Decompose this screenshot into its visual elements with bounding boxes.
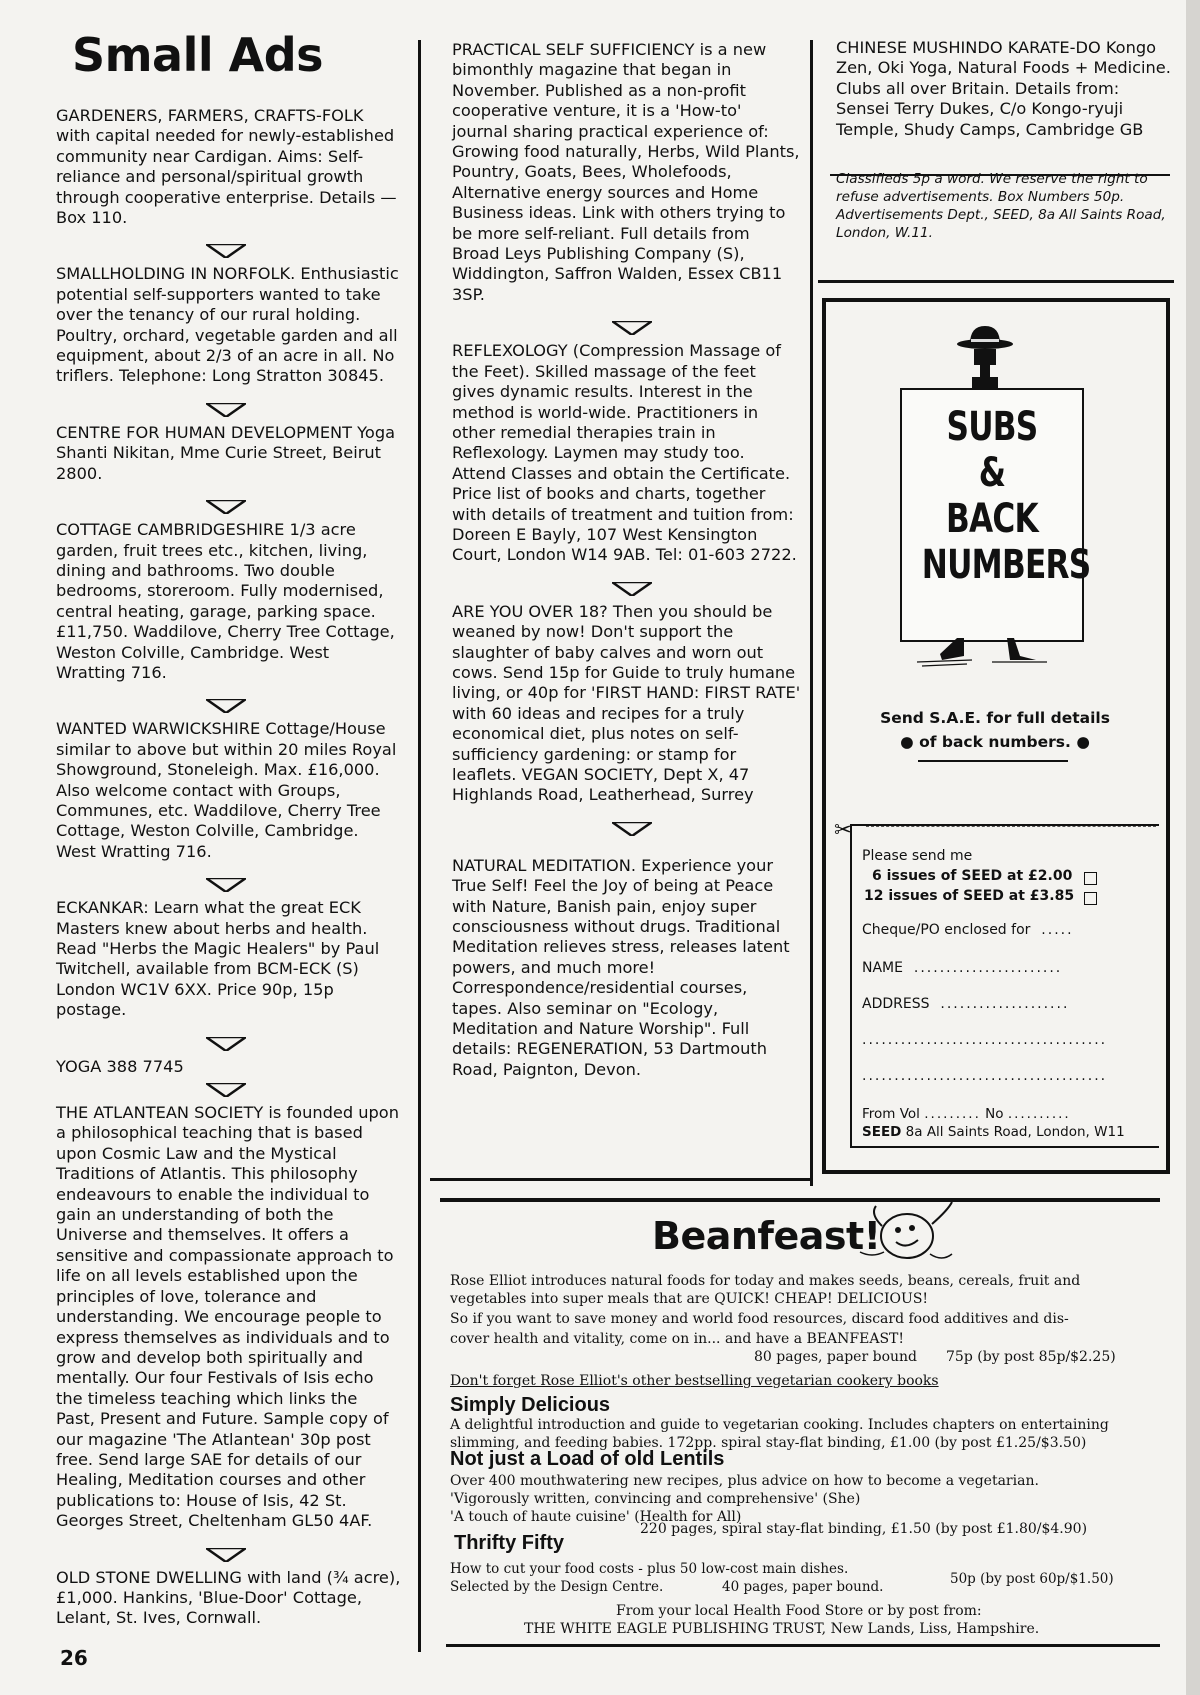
book-thrifty-pages: 40 pages, paper bound.: [722, 1579, 884, 1595]
book-thrifty-line-1: How to cut your food costs - plus 50 low-cost main dishes.: [450, 1561, 849, 1577]
subs-sign: [900, 388, 1091, 642]
book-lentils-line-3: 'A touch of haute cuisine' (Health for All): [450, 1509, 742, 1525]
ad-gardeners: GARDENERS, FARMERS, CRAFTS-FOLK with capital needed for newly-established community near Cardigan. Aims: Self-reliance and personal/spiritual growth through cooperative enterprise. Details — Box 110.: [56, 106, 397, 228]
sae-line-1: Send S.A.E. for full details: [880, 709, 1110, 727]
checkbox-6-issues[interactable]: [1084, 872, 1097, 885]
ad-atlantean-society: THE ATLANTEAN SOCIETY is founded upon a philosophical teaching that is based upon Cosmic Law and the Mystical Traditions of Atlantis. This philosophy endeavours to enable the individual to gain an understanding of both the Universe and themselves. It offers a sensitive and compassionate approach to life on all levels established upon the principles of love, tolerance and understanding. We encourage people to express themselves as individuals and to grow and develop both spiritually and mentally. Our four Festivals of Isis echo the timeless teaching which links the Past, Present and Future. Sample copy of our magazine 'The Atlantean' 30p post free. Send large SAE for details of our Healing, Meditation courses and other publications to: House of Isis, 42 St. Georges Street, Cheltenham GL50 4AF.: [56, 1103, 399, 1531]
form-address-line-2[interactable]: ......................................: [862, 1032, 1108, 1048]
sign-line-back: BACK: [946, 496, 1038, 542]
form-option-12-issues-label: 12 issues of SEED at £3.85: [864, 888, 1075, 904]
book-simply-delicious-line-1: A delightful introduction and guide to vegetarian cooking. Includes chapters on entertaining: [450, 1417, 1109, 1433]
page-edge-shadow: [1186, 0, 1200, 1695]
beanfeast-price: 75p (by post 85p/$2.25): [946, 1349, 1116, 1365]
form-option-6-issues-label: 6 issues of SEED at £2.00: [872, 868, 1073, 884]
bullet-icon: ●: [1076, 733, 1090, 751]
form-name-row: [862, 960, 1062, 976]
ad-natural-meditation: NATURAL MEDITATION. Experience your True Self! Feel the Joy of being at Peace with Nature, Banish pain, enjoy super consciousness without drugs. Traditional Meditation relieves stress, releases latent powers, and much more! Correspondence/residential courses, tapes. Also seminar on "Ecology, Meditation and Nature Worship". Full details: REGENERATION, 53 Dartmouth Road, Paignton, Devon.: [452, 855, 790, 1079]
form-cheque-label: Cheque/PO enclosed for: [862, 922, 1031, 938]
form-cheque-field[interactable]: .....: [1034, 922, 1074, 938]
separator-arrow-icon: [206, 878, 246, 892]
other-books-heading: Don't forget Rose Elliot's other bestselling vegetarian cookery books: [450, 1373, 939, 1389]
separator-arrow-icon: [612, 822, 652, 836]
column-divider-2: [810, 40, 813, 1186]
bullet-icon: ●: [900, 733, 914, 751]
beanfeast-footer-2: THE WHITE EAGLE PUBLISHING TRUST, New Lands, Liss, Hampshire.: [524, 1621, 1040, 1637]
sae-line-2: of back numbers.: [919, 733, 1071, 751]
beanfeast-line-1: Rose Elliot introduces natural foods for today and makes seeds, beans, cereals, fruit and: [450, 1273, 1081, 1289]
book-lentils-line-2: 'Vigorously written, convincing and comprehensive' (She): [450, 1491, 861, 1507]
book-thrifty-fifty-title: Thrifty Fifty: [454, 1532, 564, 1554]
book-simply-delicious-title: Simply Delicious: [450, 1394, 611, 1416]
separator-arrow-icon: [206, 699, 246, 713]
sign-line-numbers: NUMBERS: [921, 542, 1091, 588]
book-lentils-title: Not just a Load of old Lentils: [450, 1448, 725, 1470]
form-name-field[interactable]: .......................: [907, 960, 1063, 976]
book-lentils-line-1: Over 400 mouthwatering new recipes, plus advice on how to become a vegetarian.: [450, 1473, 1039, 1489]
ad-wanted-warwickshire: WANTED WARWICKSHIRE Cottage/House similar to above but within 20 miles Royal Showground, Stoneleigh. Max. £16,000. Also welcome contact with Groups, Communes, etc. Waddilove, Cherry Tree Cottage, Weston Colville, Cambridge. West Wratting 716.: [56, 719, 397, 861]
sae-line-2-wrap: [860, 730, 1130, 754]
form-address-line-3[interactable]: ......................................: [862, 1068, 1108, 1084]
checkbox-12-issues[interactable]: [1084, 892, 1097, 905]
page-number: 26: [60, 1646, 88, 1670]
beanfeast-footer-1: From your local Health Food Store or by post from:: [616, 1603, 982, 1619]
book-simply-delicious-line-2: slimming, and feeding babies. 172pp. spiral stay-flat binding, £1.00 (by post £1.25/$3.50): [450, 1435, 1087, 1451]
rule-bottom-col2: [430, 1178, 810, 1181]
rule-below-sae: [918, 760, 1068, 762]
separator-arrow-icon: [206, 1037, 246, 1051]
ad-karate: CHINESE MUSHINDO KARATE-DO Kongo Zen, Oki Yoga, Natural Foods + Medicine. Clubs all over Britain. Details from: Sensei Terry Dukes, C/o Kongo-ryuji Temple, Shudy Camps, Cambridge GB: [836, 38, 1171, 139]
ad-reflexology: REFLEXOLOGY (Compression Massage of the Feet). Skilled massage of the feet gives dynamic results. Interest in the method is world-wide. Practitioners in other remedial therapies train in Reflexology. Laymen may study too. Attend Classes and obtain the Certificate. Price list of books and charts, together with details of treatment and tuition from: Doreen E Bayly, 107 West Kensington Court, London W14 9AB. Tel: 01-603 2722.: [452, 341, 797, 565]
man-feet-illustration-icon: [912, 636, 1052, 672]
classifieds-note: Classifieds 5p a word. We reserve the right to refuse advertisements. Box Numbers 50p. Advertisements Dept., SEED, 8a All Saints Road, London, W.11.: [836, 171, 1166, 242]
form-vol-field[interactable]: .........: [924, 1106, 981, 1122]
form-seed-bold: SEED: [862, 1124, 902, 1140]
ad-practical-self-sufficiency: PRACTICAL SELF SUFFICIENCY is a new bimonthly magazine that began in November. Published as a non-profit cooperative venture, it is a 'How-to' journal sharing practical experience of: Growing food naturally, Herbs, Wild Plants, Pountry, Goats, Bees, Wholefoods, Alternative energy sources and Home Business ideas. Link with others trying to be more self-reliant. Full details from Broad Leys Publishing Company (S), Widdington, Saffron Walden, Essex CB11 3SP.: [452, 40, 800, 304]
form-address-field[interactable]: ....................: [933, 996, 1070, 1012]
book-thrifty-line-2: Selected by the Design Centre.: [450, 1579, 664, 1595]
form-address-label: ADDRESS: [862, 996, 930, 1012]
form-seed-address: 8a All Saints Road, London, W11: [905, 1124, 1125, 1140]
separator-arrow-icon: [206, 244, 246, 258]
book-thrifty-price: 50p (by post 60p/$1.50): [950, 1571, 1114, 1587]
page-title: Small Ads: [72, 28, 324, 82]
separator-arrow-icon: [206, 1083, 246, 1097]
column-3: [836, 38, 1176, 258]
ad-yoga: YOGA 388 7745: [56, 1056, 184, 1076]
form-vol-row: [862, 1106, 1071, 1122]
form-please-send: Please send me: [862, 848, 973, 864]
form-no-field[interactable]: ..........: [1007, 1106, 1071, 1122]
column-2: [452, 40, 802, 1096]
form-name-label: NAME: [862, 960, 903, 976]
separator-arrow-icon: [206, 1548, 246, 1562]
ad-human-development: CENTRE FOR HUMAN DEVELOPMENT Yoga Shanti Nikitan, Mme Curie Street, Beirut 2800.: [56, 422, 396, 483]
beanfeast-title: Beanfeast!: [652, 1214, 881, 1258]
book-lentils-line-4: 220 pages, spiral stay-flat binding, £1.50 (by post £1.80/$4.90): [640, 1521, 1088, 1537]
ad-cottage-cambridgeshire: COTTAGE CAMBRIDGESHIRE 1/3 acre garden, fruit trees etc., kitchen, living, dining and bathrooms. Two double bedrooms, storeroom. Fully modernised, central heating, garage, parking space. £11,750. Waddilove, Cherry Tree Cottage, Weston Colville, Cambridge. West Wratting 716.: [56, 520, 395, 682]
beanfeast-line-4: cover health and vitality, come on in... and have a BEANFEAST!: [450, 1331, 905, 1347]
rule-below-classifieds: [818, 280, 1174, 283]
beanfeast-line-3: So if you want to save money and world food resources, discard food additives and dis-: [450, 1311, 1069, 1327]
beanfeast-line-2: vegetables into super meals that are QUICK! CHEAP! DELICIOUS!: [450, 1291, 929, 1307]
form-no-label: No: [985, 1106, 1004, 1122]
form-cheque-row: [862, 922, 1074, 938]
sign-line-ampersand: &: [978, 450, 1006, 496]
separator-arrow-icon: [206, 403, 246, 417]
form-seed-address-row: [862, 1124, 1125, 1140]
scissors-icon: ✂: [834, 818, 853, 843]
ad-old-stone-dwelling: OLD STONE DWELLING with land (¾ acre), £1,000. Hankins, 'Blue-Door' Cottage, Lelant, St. Ives, Cornwall.: [56, 1567, 401, 1628]
beanfeast-pages: 80 pages, paper bound: [754, 1349, 917, 1365]
ad-vegan-society: ARE YOU OVER 18? Then you should be weaned by now! Don't support the slaughter of baby calves and worn out cows. Send 15p for Guide to truly humane living, or 40p for 'FIRST HAND: FIRST RATE' with 60 ideas and recipes for a truly economical diet, plus notes on self-sufficiency gardening: or stamp for leaflets. VEGAN SOCIETY, Dept X, 47 Highlands Road, Leatherhead, Surrey: [452, 601, 801, 805]
column-divider-1: [418, 40, 421, 1652]
sign-line-subs: SUBS: [946, 404, 1038, 450]
rule-top-beanfeast: [440, 1198, 1160, 1202]
form-address-row: [862, 996, 1069, 1012]
separator-arrow-icon: [612, 582, 652, 596]
form-from-vol-label: From Vol: [862, 1106, 920, 1122]
subscription-form: [850, 824, 1159, 1148]
bean-character-illustration-icon: [852, 1200, 962, 1270]
sae-notice: [860, 706, 1130, 754]
ad-eckankar: ECKANKAR: Learn what the great ECK Masters knew about herbs and health. Read "Herbs the Magic Healers" by Paul Twitchell, available from BCM-ECK (S) London WC1V 6XX. Price 90p, 15p postage.: [56, 898, 380, 1020]
man-hat-illustration-icon: [950, 322, 1020, 394]
separator-arrow-icon: [612, 321, 652, 335]
rule-bottom-beanfeast: [446, 1644, 1160, 1647]
separator-arrow-icon: [206, 500, 246, 514]
column-1: [56, 30, 401, 1645]
ad-smallholding: SMALLHOLDING IN NORFOLK. Enthusiastic potential self-supporters wanted to take over the tenancy of our rural holding. Poultry, orchard, vegetable garden and all equipment, about 2/3 of an acre in all. No triflers. Telephone: Long Stratton 30845.: [56, 264, 399, 386]
